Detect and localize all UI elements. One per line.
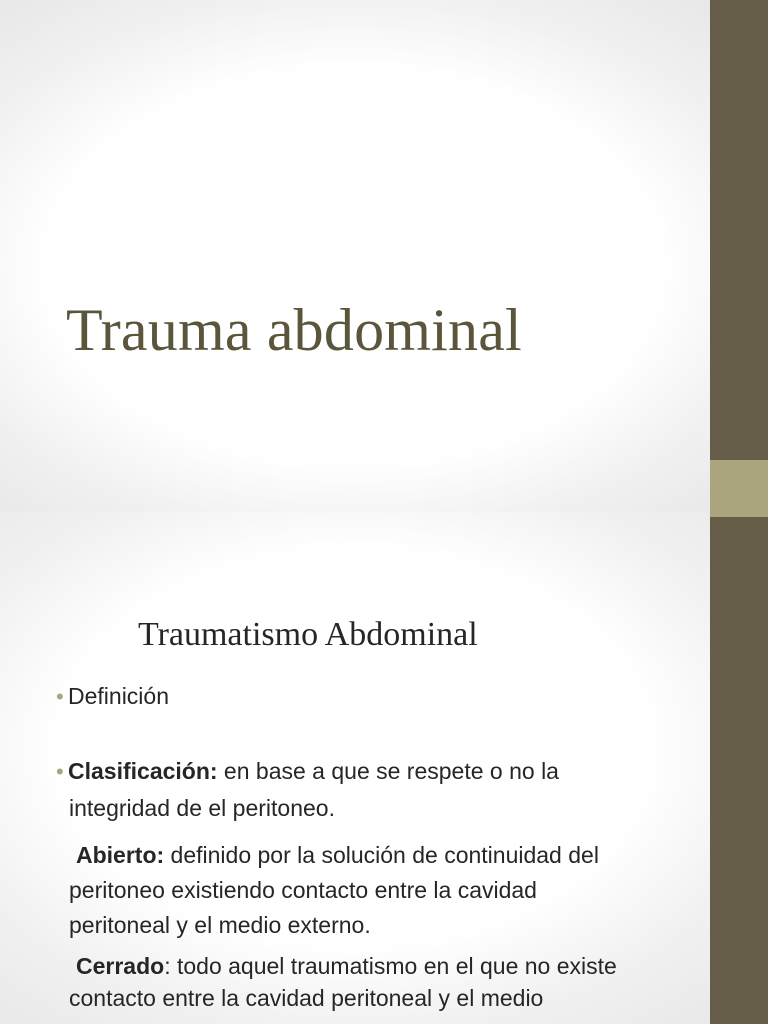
bullet-definicion-text: Definición [68,683,169,709]
cerrado-line2: contacto entre la cavidad peritoneal y el medio [69,985,544,1011]
cerrado-line1 [76,949,617,984]
abierto-label: Abierto: [76,842,165,868]
slide-sidebar [710,512,768,1024]
abierto-line1 [76,838,599,873]
clasificacion-label: Clasificación: [68,758,218,784]
clasificacion-text: en base a que se respete o no la [217,758,559,784]
bullet-clasificacion [56,752,559,791]
cerrado-label: Cerrado [76,953,165,979]
abierto-line2: peritoneo existiendo contacto entre la cavidad [69,877,537,903]
abierto-text: definido por la solución de continuidad del [164,842,599,868]
abierto-line3: peritoneal y el medio externo. [69,912,371,938]
slide-content [0,512,768,1024]
bullet-dot-icon: • [56,684,64,709]
bullet-dot-icon: • [56,759,64,784]
cerrado-text: : todo aquel traumatismo en el que no existe [164,953,617,979]
slide-content-title: Traumatismo Abdominal [138,616,478,653]
bullet-definicion [56,677,169,716]
clasificacion-line2: integridad de el peritoneo. [69,795,335,821]
slide-title-text: Trauma abdominal [66,297,522,363]
sidebar-accent-block [710,460,768,517]
